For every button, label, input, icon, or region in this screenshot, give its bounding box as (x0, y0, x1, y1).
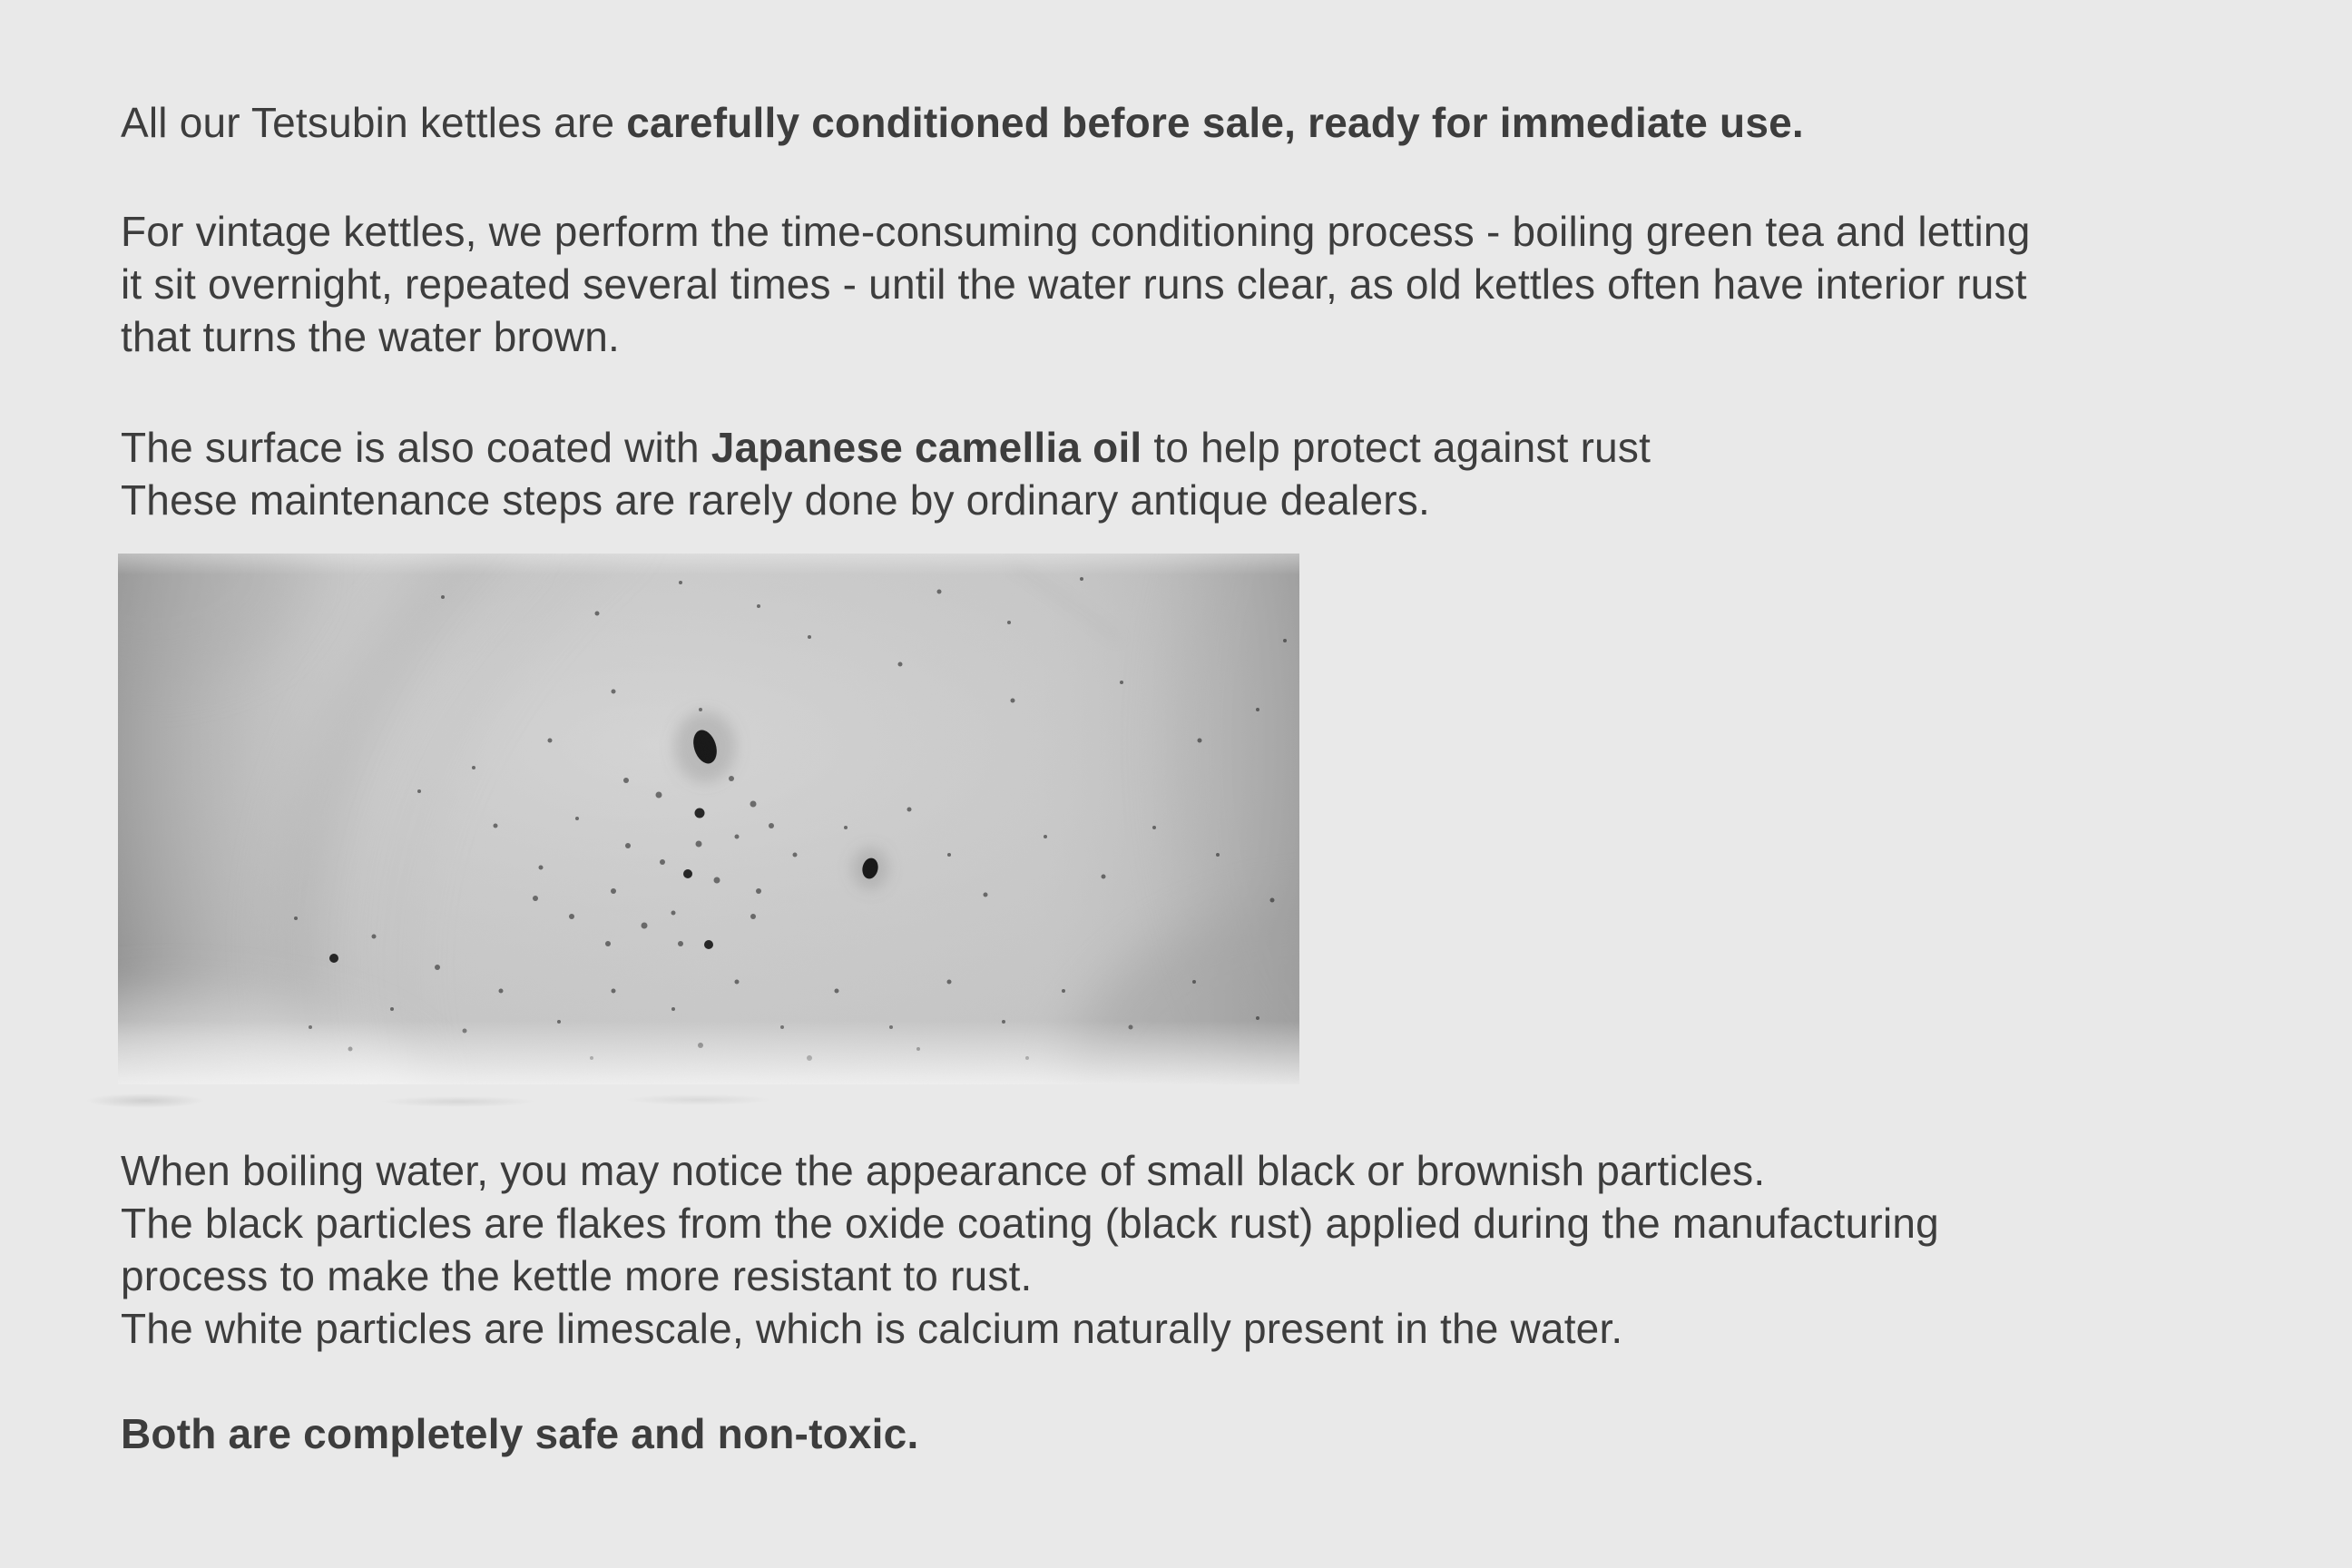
maintenance-paragraph (121, 421, 2298, 526)
text-line (121, 421, 2298, 474)
particles-paragraph (121, 1144, 2298, 1355)
kettle-interior-photo (118, 554, 1299, 1084)
intro-paragraph (121, 96, 2298, 149)
kettle-photo-svg (118, 554, 1299, 1084)
intro-text-bold: carefully conditioned before sale, ready for immediate use. (626, 99, 1804, 146)
photo-grain (118, 554, 1299, 1084)
text-line (121, 96, 2298, 149)
content (121, 96, 2298, 1460)
conditioning-paragraph (121, 205, 2298, 363)
camellia-oil-bold: Japanese camellia oil (710, 424, 1142, 471)
intro-text-normal: All our Tetsubin kettles are (121, 99, 627, 146)
text-line: When boiling water, you may notice the appearance of small black or brownish particles. (121, 1147, 1766, 1194)
safety-note (121, 1407, 2298, 1460)
text-line: The black particles are flakes from the oxide coating (black rust) applied during the manufacturing (121, 1200, 1939, 1247)
text-line: Both are completely safe and non-toxic. (121, 1410, 919, 1457)
text-line: For vintage kettles, we perform the time-consuming conditioning process - boiling green tea and letting (121, 208, 2031, 255)
text-line: it sit overnight, repeated several times - until the water runs clear, as old kettles often have interior rust (121, 260, 2027, 308)
maintenance-text-suffix: to help protect against rust (1142, 424, 1651, 471)
text-line: that turns the water brown. (121, 313, 621, 360)
maintenance-text-prefix: The surface is also coated with (121, 424, 711, 471)
text-line: process to make the kettle more resistant to rust. (121, 1252, 1033, 1299)
text-line: The white particles are limescale, which is calcium naturally present in the water. (121, 1305, 1623, 1352)
text-line: These maintenance steps are rarely done by ordinary antique dealers. (121, 476, 1430, 524)
